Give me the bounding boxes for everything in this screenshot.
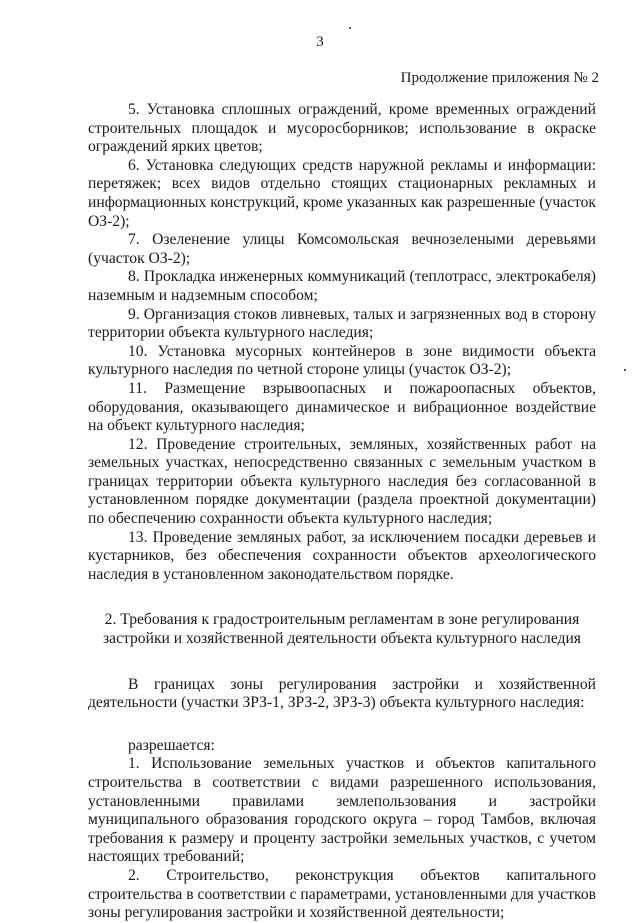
scan-mark xyxy=(624,369,626,371)
list-item-7: 7. Озеленение улицы Комсомольская вечнозелеными деревьями (участок ОЗ-2); xyxy=(88,231,596,267)
allowed-item-2: 2. Строительство, реконструкция объектов капитального строительства в соответствии с параметрами, установленными для участков зоны регулирования застройки и хозяйственной деятельности; xyxy=(88,866,596,922)
list-item-9: 9. Организация стоков ливневых, талых и загрязненных вод в сторону территории объекта культурного наследия; xyxy=(88,305,596,342)
document-body xyxy=(88,101,596,923)
page-number: 3 xyxy=(316,34,324,50)
list-item-5: 5. Установка сплошных ограждений, кроме временных ограждений строительных площадок и мусоросборников; использование в окраске ограждений ярких цветов; xyxy=(88,101,596,156)
list-item-6: 6. Установка следующих средств наружной рекламы и информации: перетяжек; всех видов отдельно стоящих стационарных рекламных и информационных конструкций, кроме указанных как разрешенные (участок ОЗ-2); xyxy=(88,156,596,230)
list-item-10: 10. Установка мусорных контейнеров в зоне видимости объекта культурного наследия по четной стороне улицы (участок ОЗ-2); xyxy=(88,342,596,379)
continuation-label: Продолжение приложения № 2 xyxy=(400,70,599,86)
allowed-label: разрешается: xyxy=(128,736,215,754)
list-item-13: 13. Проведение земляных работ, за исключением посадки деревьев и кустарников, без обеспечения сохранности объектов археологического наследия в установленном законодательством порядке. xyxy=(88,528,596,583)
list-item-11: 11. Размещение взрывоопасных и пожароопасных объектов, оборудования, оказывающего динамическое и вибрационное воздействие на объект культурного наследия; xyxy=(88,379,596,435)
list-item-8: 8. Прокладка инженерных коммуникаций (теплотрасс, электрокабеля) наземным и надземным способом; xyxy=(88,268,596,304)
section-heading: 2. Требования к градостроительным регламентам в зоне регулирования застройки и хозяйственной деятельности объекта культурного наследия xyxy=(103,611,581,648)
zone-paragraph: В границах зоны регулирования застройки и хозяйственной деятельности (участки ЗРЗ-1, ЗРЗ-2, ЗРЗ-3) объекта культурного наследия: xyxy=(88,675,596,712)
scan-dot xyxy=(349,27,351,29)
allowed-item-1: 1. Использование земельных участков и объектов капитального строительства в соответствии с видами разрешенного использования, установленными правилами землепользования и застройки муниципального образования городского округа – город Тамбов, включая требования к размеру и проценту застройки земельных участков, с учетом настоящих требований; xyxy=(88,755,596,866)
list-item-12: 12. Проведение строительных, земляных, хозяйственных работ на земельных участках, непосредственно связанных с земельным участком в границах территории объекта культурного наследия без согласованной в установленном порядке документации (раздела проектной документации) по обеспечению сохранности объекта культурного наследия; xyxy=(88,435,596,528)
